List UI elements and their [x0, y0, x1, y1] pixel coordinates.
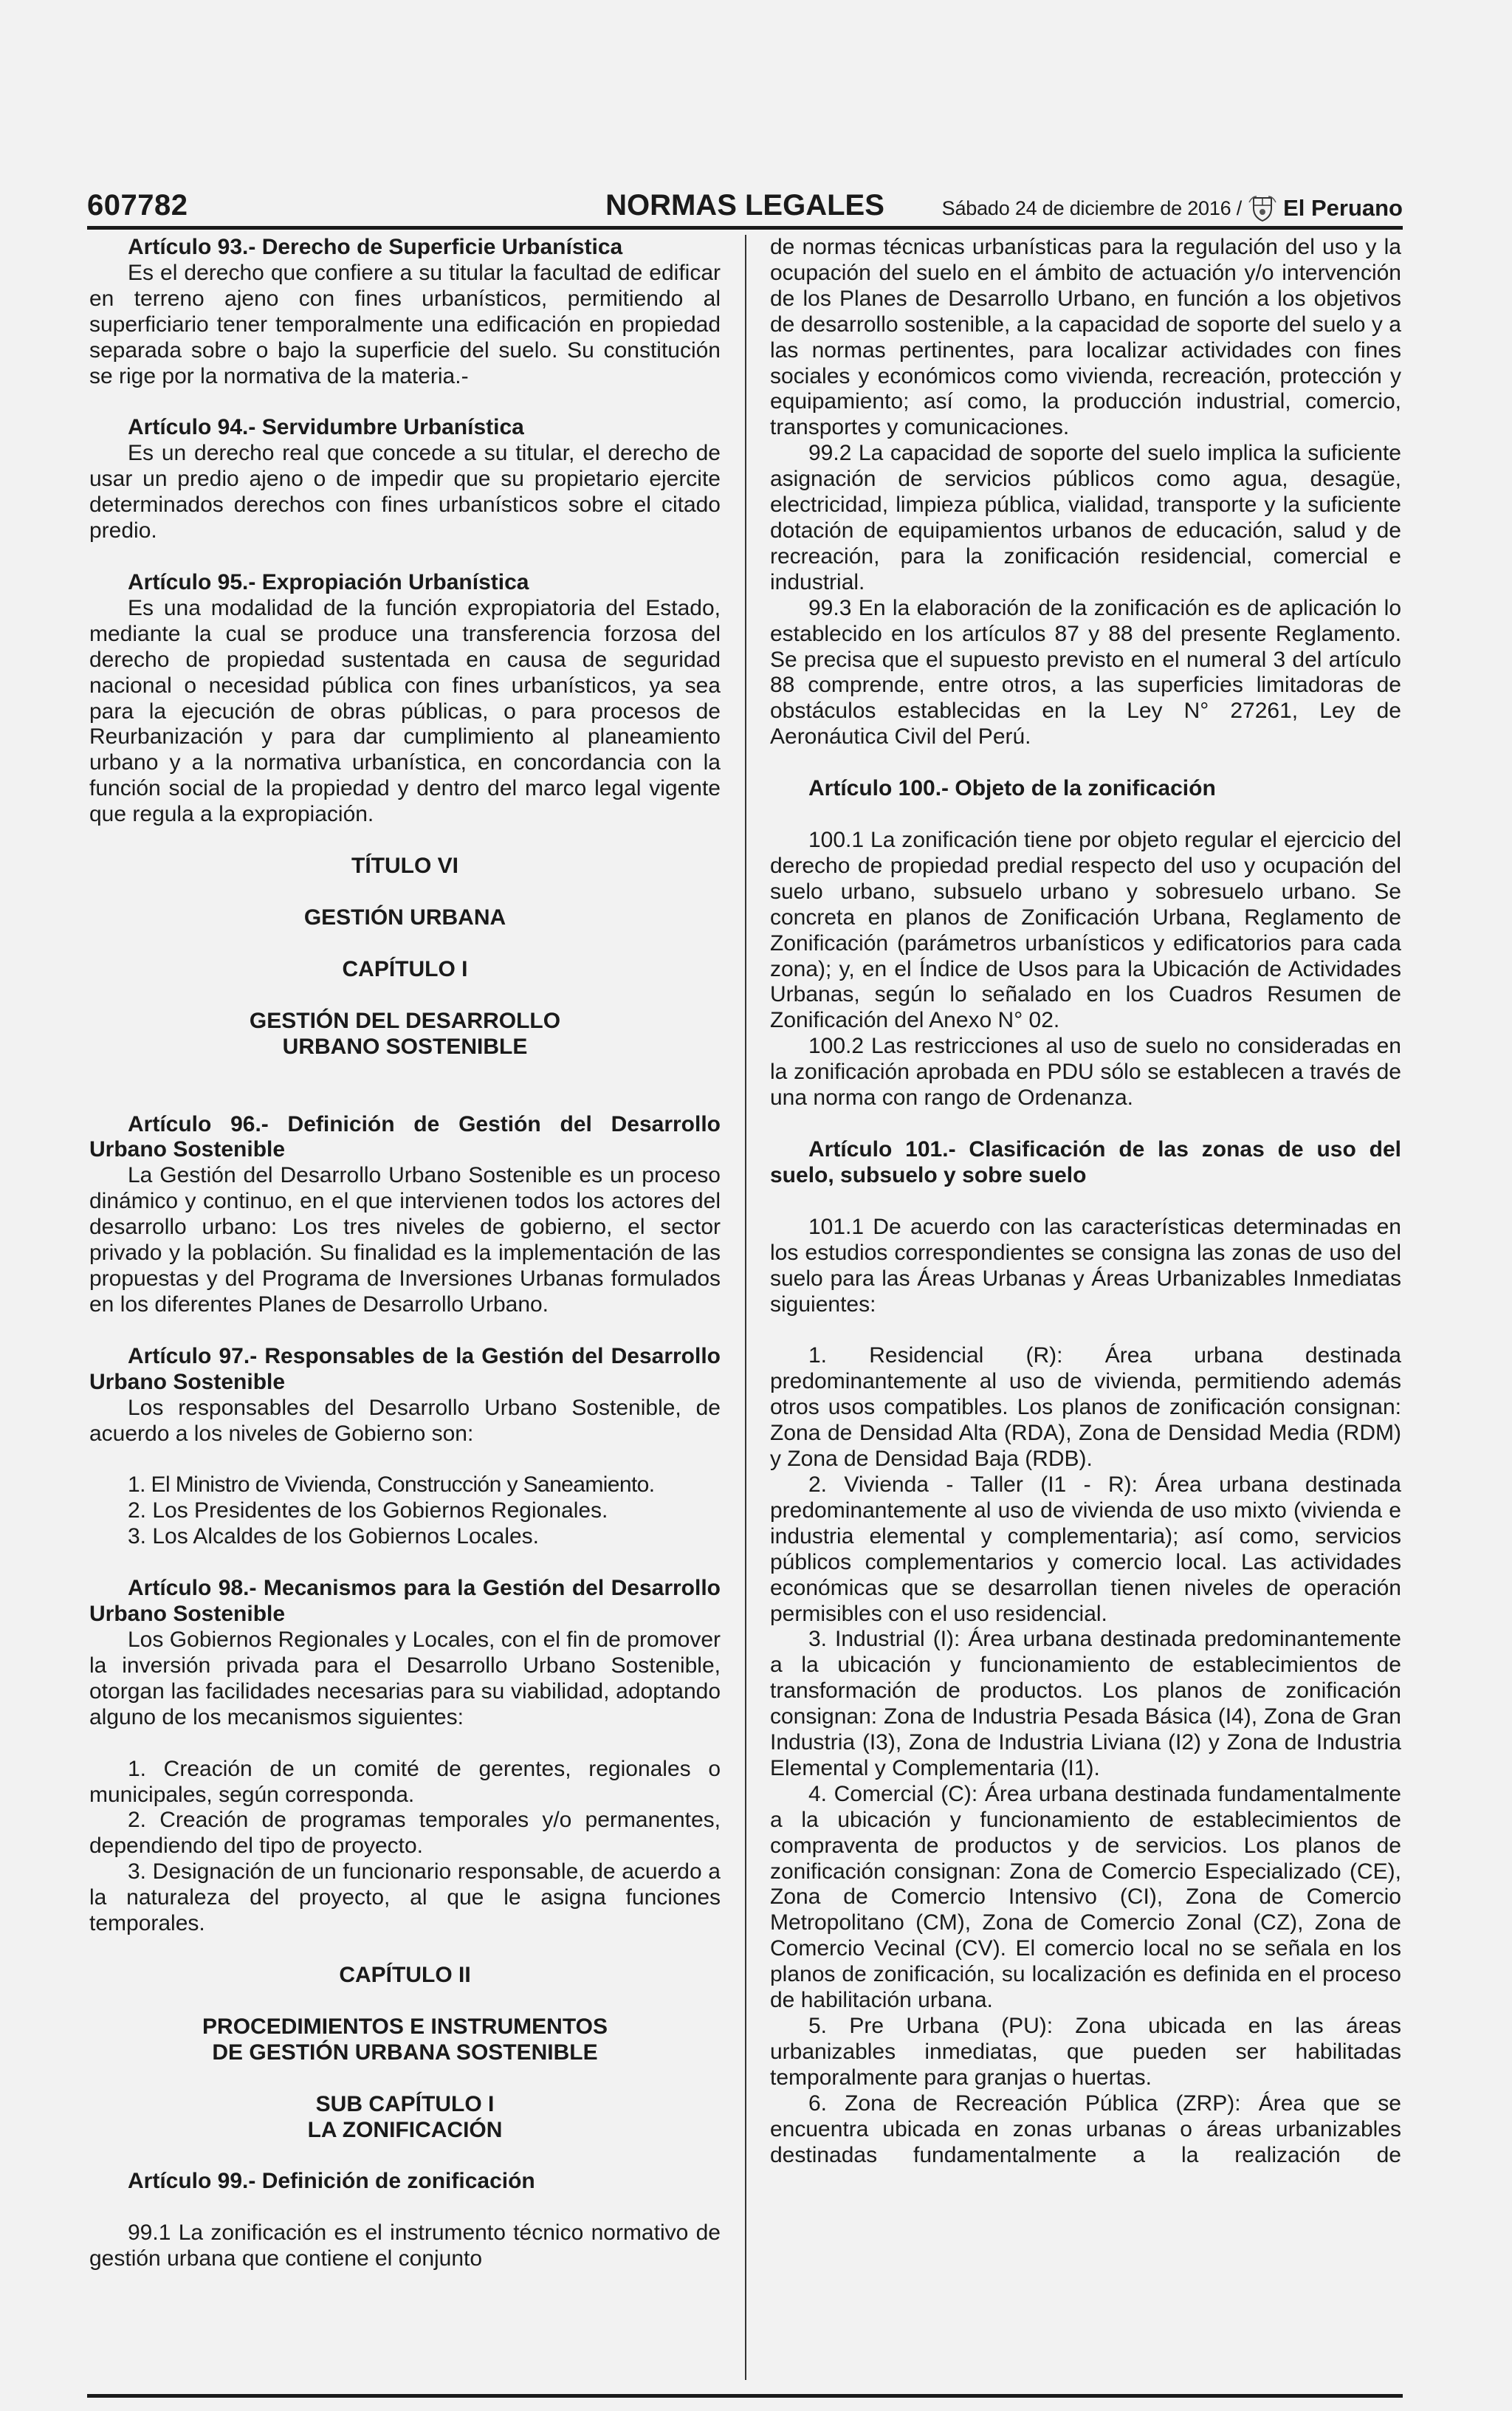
titulo-name: GESTIÓN URBANA [303, 905, 506, 930]
list-item: 3. Designación de un funcionario responsable, de acuerdo a la naturaleza del proyecto, al que le asigna funciones temporales. [89, 1859, 721, 1936]
capitulo-ii-name-line2: DE GESTIÓN URBANA SOSTENIBLE [212, 2040, 598, 2065]
article-95-title: Artículo 95.- Expropiación Urbanística [128, 569, 529, 594]
zone-item-comercial: 4. Comercial (C): Área urbana destinada fundamentalmente a la ubicación y funcionamiento de establecimientos de compraventa de productos y de servicios. Los planos de zonificación consignan: Zona de Comercio Especializado (CE), Zona de Comercio Intensivo (CI), Zona de Comercio Metropolitano (CM), Zona de Comercio Zonal (CZ), Zona de Comercio Vecinal (CV). El comercio local no se señala en los planos de zonificación, su localización es definida en el proceso de habilitación urbana. [770, 1781, 1401, 2013]
coat-of-arms-icon [1248, 193, 1277, 223]
titulo-heading: TÍTULO VI [351, 854, 458, 879]
article-94-title: Artículo 94.- Servidumbre Urbanística [128, 415, 524, 440]
issue-date: Sábado 24 de diciembre de 2016 / [941, 196, 1243, 219]
column-divider [745, 235, 746, 2380]
header-rule [87, 226, 1403, 230]
capitulo-ii-heading: CAPÍTULO II [339, 1962, 471, 1987]
article-94-body: Es un derecho real que concede a su titular, el derecho de usar un predio ajeno o de impedir que su propietario ejercite determinados derechos con fines urbanísticos sobre el citado predio. [89, 441, 721, 543]
sub-capitulo-name: LA ZONIFICACIÓN [307, 2117, 503, 2142]
zone-item-industrial: 3. Industrial (I): Área urbana destinada predominantemente a la ubicación y funcionamiento de establecimientos de transformación de productos. Los planos de zonificación consignan: Zona de Industria Pesada Básica (I4), Zona de Gran Industria (I3), Zona de Industria Liviana (I2) y Zona de Industria Elemental y Complementaria (I1). [770, 1627, 1401, 1780]
article-98-title: Artículo 98.- Mecanismos para la Gestión del Desarrollo Urbano Sostenible [89, 1576, 721, 1627]
article-99-3: 99.3 En la elaboración de la zonificación es de aplicación lo establecido en los artículos 87 y 88 del presente Reglamento. Se precisa que el supuesto previsto en el numeral 3 del artículo 88 comprende, entre otros, a las superficies limitadoras de obstáculos establecidas en la Ley N° 27261, Ley de Aeronáutica Civil del Perú. [770, 595, 1401, 750]
article-93-body: Es el derecho que confiere a su titular la facultad de edificar en terreno ajeno con fines urbanísticos, permitiendo al superficiario tener temporalmente una edificación en propiedad separada sobre o bajo la superficie del suelo. Su constitución se rige por la normativa de la materia.- [89, 260, 721, 388]
article-101-1: 101.1 De acuerdo con las características determinadas en los estudios correspondientes se consigna las zonas de uso del suelo para las Áreas Urbanas y Áreas Urbanizables Inmediatas siguientes: [770, 1214, 1401, 1317]
left-column [89, 235, 721, 2272]
article-96-body: La Gestión del Desarrollo Urbano Sostenible es un proceso dinámico y continuo, en el que intervienen todos los actores del desarrollo urbano: Los tres niveles de gobierno, el sector privado y la población. Su finalidad es la implementación de las propuestas y del Programa de Inversiones Urbanas formulados en los diferentes Planes de Desarrollo Urbano. [89, 1163, 721, 1317]
article-99-2: 99.2 La capacidad de soporte del suelo implica la suficiente asignación de servicios públicos como agua, desagüe, electricidad, limpieza pública, vialidad, transporte y la suficiente dotación de equipamientos urbanos de educación, salud y de recreación, para la zonificación residencial, comercial e industrial. [770, 441, 1401, 594]
capitulo-ii-name-line1: PROCEDIMIENTOS E INSTRUMENTOS [202, 2014, 608, 2039]
article-96-title: Artículo 96.- Definición de Gestión del Desarrollo Urbano Sostenible [89, 1111, 721, 1162]
list-item: 2. Creación de programas temporales y/o permanentes, dependiendo del tipo de proyecto. [89, 1808, 721, 1859]
article-95-body: Es una modalidad de la función expropiatoria del Estado, mediante la cual se produce una transferencia forzosa del derecho de propiedad sustentada en causa de seguridad nacional o necesidad pública con fines urbanísticos, ya sea para la ejecución de obras públicas, o para procesos de Reurbanización y para dar cumplimiento al planeamiento urbano y a la normativa urbanística, en concordancia con la función social de la propiedad y dentro del marco legal vigente que regula a la expropiación. [89, 595, 721, 827]
list-item: 1. Creación de un comité de gerentes, regionales o municipales, según corresponda. [89, 1756, 721, 1807]
right-column [770, 235, 1401, 2168]
capitulo-i-heading: CAPÍTULO I [342, 956, 468, 981]
article-100-title: Artículo 100.- Objeto de la zonificación [808, 776, 1216, 801]
list-item: 3. Los Alcaldes de los Gobiernos Locales. [128, 1524, 540, 1549]
article-97-body: Los responsables del Desarrollo Urbano Sostenible, de acuerdo a los niveles de Gobierno son: [89, 1395, 721, 1446]
article-99-title: Artículo 99.- Definición de zonificación [128, 2169, 535, 2194]
footer-rule [87, 2394, 1403, 2398]
zone-item-recreacion: 6. Zona de Recreación Pública (ZRP): Área que se encuentra ubicada en zonas urbanas o áreas urbanizables destinadas fundamentalmente a la realización de [770, 2091, 1401, 2167]
newspaper-brand: El Peruano [1283, 195, 1403, 221]
page-number: 607782 [87, 189, 188, 222]
zone-item-pre-urbana: 5. Pre Urbana (PU): Zona ubicada en las áreas urbanizables inmediatas, que pueden ser habilitadas temporalmente para granjas o huertas. [770, 2014, 1401, 2090]
article-97-title: Artículo 97.- Responsables de la Gestión del Desarrollo Urbano Sostenible [89, 1343, 721, 1394]
article-100-2: 100.2 Las restricciones al uso de suelo no consideradas en la zonificación aprobada en PDU sólo se establecen a través de una norma con rango de Ordenanza. [770, 1034, 1401, 1111]
article-100-1: 100.1 La zonificación tiene por objeto regular el ejercicio del derecho de propiedad predial respecto del uso y ocupación del suelo urbano, subsuelo urbano y sobresuelo urbano. Se concreta en planos de Zonificación Urbana, Reglamento de Zonificación (parámetros urbanísticos y edificatorios para cada zona); y, en el Índice de Usos para la Ubicación de Actividades Urbanas, según lo señalado en los Cuadros Resumen de Zonificación del Anexo N° 02. [770, 828, 1401, 1033]
capitulo-i-name-line1: GESTIÓN DEL DESARROLLO [249, 1008, 561, 1033]
article-93-title: Artículo 93.- Derecho de Superficie Urbanística [128, 235, 623, 259]
article-101-title: Artículo 101.- Clasificación de las zonas de uso del suelo, subsuelo y sobre suelo [770, 1137, 1401, 1187]
header-right [942, 193, 1403, 223]
sub-capitulo-heading: SUB CAPÍTULO I [315, 2091, 495, 2116]
list-item: 1. El Ministro de Vivienda, Construcción y Saneamiento. [128, 1472, 655, 1498]
zone-item-vivienda-taller: 2. Vivienda - Taller (I1 - R): Área urbana destinada predominantemente al uso de vivienda de uso mixto (vivienda e industria elemental y complementaria); así como, servicios públicos complementarios y comercio local. Las actividades económicas que se desarrollan tienen niveles de operación permisibles con el uso residencial. [770, 1472, 1401, 1626]
zone-item-residencial: 1. Residencial (R): Área urbana destinada predominantemente al uso de vivienda, permitiendo además otros usos compatibles. Los planos de zonificación consignan: Zona de Densidad Alta (RDA), Zona de Densidad Media (RDM) y Zona de Densidad Baja (RDB). [770, 1343, 1401, 1472]
capitulo-i-name-line2: URBANO SOSTENIBLE [282, 1034, 528, 1059]
section-title: NORMAS LEGALES [605, 189, 884, 222]
article-99-1-continued: de normas técnicas urbanísticas para la regulación del uso y la ocupación del suelo en el ámbito de actuación y/o intervención de los Planes de Desarrollo Urbano, en función a los objetivos de desarrollo sostenible, a la capacidad de soporte del suelo y a las normas pertinentes, para localizar actividades con fines sociales y económicos como vivienda, recreación, protección y equipamiento; así como, la producción industrial, comercio, transportes y comunicaciones. [770, 235, 1401, 440]
article-99-1: 99.1 La zonificación es el instrumento técnico normativo de gestión urbana que contiene el conjunto [89, 2220, 721, 2271]
article-98-body: Los Gobiernos Regionales y Locales, con el fin de promover la inversión privada para el Desarrollo Urbano Sostenible, otorgan las facilidades necesarias para su viabilidad, adoptando alguno de los mecanismos siguientes: [89, 1627, 721, 1729]
list-item: 2. Los Presidentes de los Gobiernos Regionales. [128, 1498, 608, 1523]
page-header [87, 186, 1403, 224]
